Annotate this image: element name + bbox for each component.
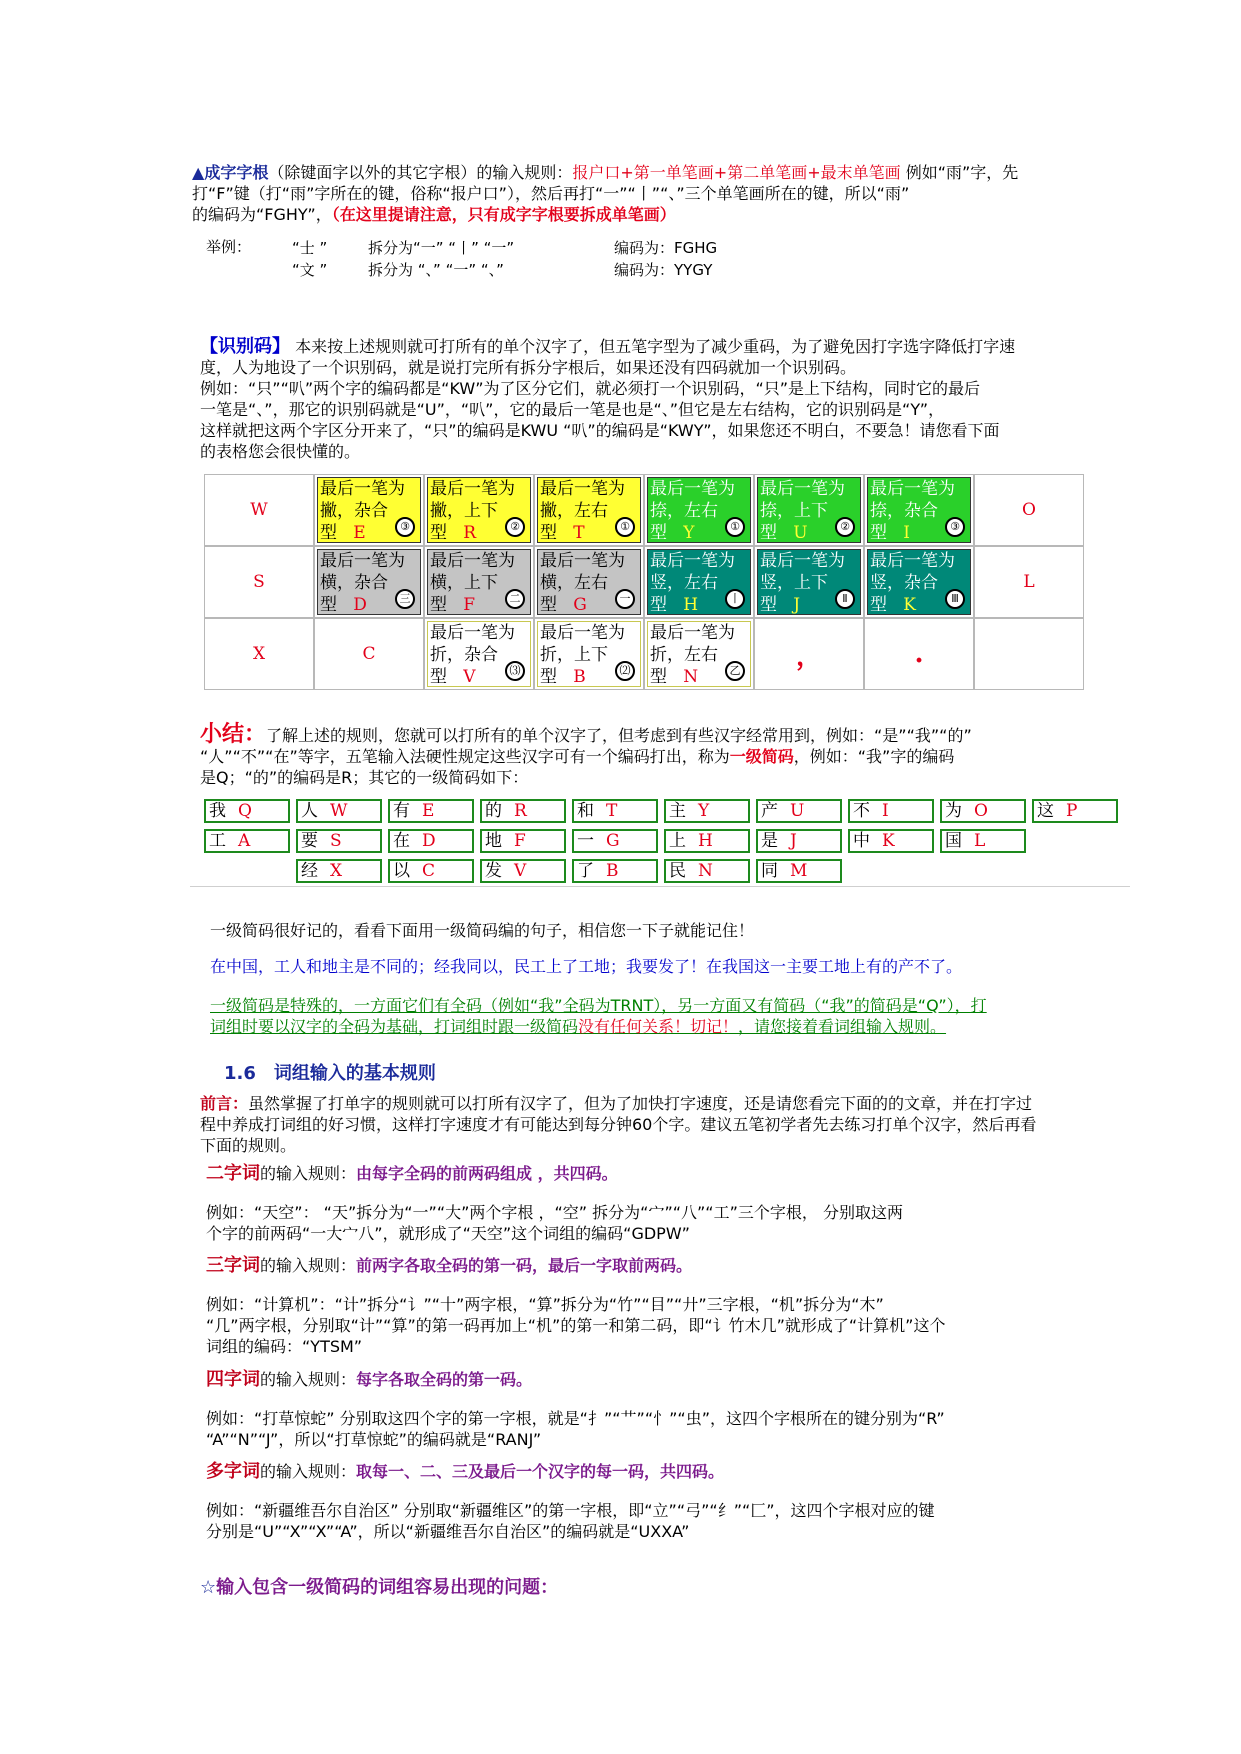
empty-cell [974, 618, 1084, 690]
stroke-symbol-icon: ② [505, 517, 525, 537]
table-row [204, 618, 1084, 690]
comma-cell: ， [754, 618, 864, 690]
two-char-rule: 二字词的输入规则：由每字全码的前两码组成 ，共四码。 [206, 1163, 618, 1184]
stroke-symbol-icon: 二 [505, 589, 525, 609]
stroke-symbol-icon: 三 [395, 589, 415, 609]
level1-cell: 要 S [296, 829, 382, 853]
id-cell: 最后一笔为 折，左右 型 N 乙 [644, 618, 754, 690]
example-label: 举例： [206, 238, 252, 256]
level1-cell: 以 C [388, 859, 474, 883]
level1-cell: 产 U [756, 799, 842, 823]
stroke-symbol-icon: 乙 [725, 661, 745, 681]
stroke-symbol-icon: ① [725, 517, 745, 537]
level1-cell: 经 X [296, 859, 382, 883]
summary-heading: 小结： [200, 722, 267, 747]
level1-cell: 人 W [296, 799, 382, 823]
stroke-symbol-icon: ③ [395, 517, 415, 537]
dot-cell: . [864, 618, 974, 690]
easy-remember-line: 一级简码很好记的，看看下面用一级简码编的句子，相信您一下子就能记住！ [210, 921, 755, 940]
id-cell: 最后一笔为 折，杂合 型 V ⑶ [424, 618, 534, 690]
stroke-symbol-icon: Ⅲ [945, 589, 965, 609]
star-icon: ☆ [200, 1577, 217, 1598]
section-heading: 1.6 词组输入的基本规则 [224, 1063, 436, 1084]
id-cell: 最后一笔为 横，上下 型 F 二 [424, 546, 534, 618]
example-2-code: 编码为：YYGY [614, 261, 713, 279]
example-1-code: 编码为：FGHG [614, 239, 718, 257]
divider [190, 886, 1130, 887]
row-key-right: L [974, 546, 1084, 618]
level1-cell: 国 L [940, 829, 1026, 853]
multi-char-rule: 多字词的输入规则：取每一、二、三及最后一个汉字的每一码，共四码。 [206, 1461, 725, 1482]
stroke-symbol-icon: ⑵ [615, 661, 635, 681]
example-2-char: “文 ” [292, 261, 328, 279]
three-char-rule: 三字词的输入规则：前两字各取全码的第一码，最后一字取前两码。 [206, 1255, 693, 1276]
row-key-left: X [204, 618, 314, 690]
level1-cell: 是 J [756, 829, 842, 853]
stroke-symbol-icon: ② [835, 517, 855, 537]
level1-cell: 了 B [572, 859, 658, 883]
level1-cell: 和 T [572, 799, 658, 823]
level1-cell: 在 D [388, 829, 474, 853]
problem-heading: ☆输入包含一级简码的词组容易出现的问题： [200, 1577, 559, 1598]
three-char-example: 例如：“计算机”：“计”拆分“讠”“十”两字根，“算”拆分为“竹”“目”“廾”三字根，“机”拆分为“木” “几”两字根，分别取“计”“算”的第一码再加上“机”的第一和第二码，即“讠竹木几”就形成了“计算机”这个 词组的编码：“YTSM” [206, 1295, 946, 1356]
id-cell: 最后一笔为 撇，上下 型 R ② [424, 474, 534, 546]
table-row [204, 474, 1084, 546]
id-cell: 最后一笔为 竖，左右 型 H 丨 [644, 546, 754, 618]
four-char-example: 例如：“打草惊蛇” 分别取这四个字的第一字根，就是“扌”“艹”“忄”“虫”，这四个字根所在的键分别为“R” “A”“N”“J”，所以“打草惊蛇”的编码就是“RANJ” [206, 1409, 945, 1449]
level1-code-table [204, 799, 1124, 889]
level1-cell: 发 V [480, 859, 566, 883]
level1-cell: 这 P [1032, 799, 1118, 823]
level1-cell: 主 Y [664, 799, 750, 823]
row-key-left: W [204, 474, 314, 546]
char-root-rule: ▲成字字根（除键面字以外的其它字根）的输入规则：报户口+第一单笔画+第二单笔画+最末单笔画 例如“雨”字，先 打“F”键（打“雨”字所在的键，俗称“报户口”），然后再打“一”“丨”“、”三个单笔画所在的键，所以“雨” 的编码为“FGHY”，（在这里提请注意，只有成字字根要拆成单笔画） [192, 163, 1019, 224]
level1-cell: 工 A [204, 829, 290, 853]
stroke-symbol-icon: Ⅱ [835, 589, 855, 609]
table-row [204, 546, 1084, 618]
stroke-symbol-icon: ① [615, 517, 635, 537]
example-1-split: 拆分为“一” “丨” “一” [368, 239, 515, 257]
level1-cell: 为 O [940, 799, 1026, 823]
id-code-heading: 【识别码】 [200, 336, 290, 357]
multi-char-example: 例如：“新疆维吾尔自治区” 分别取“新疆维区”的第一字根，即“立”“弓”“纟”“匚”，这四个字根对应的键 分别是“U”“X”“X”“A”，所以“新疆维吾尔自治区”的编码就是“UXXA” [206, 1501, 935, 1541]
id-code-paragraph: 【识别码】 本来按上述规则就可打所有的单个汉字了，但五笔字型为了减少重码，为了避免因打字选字降低打字速 度，人为地设了一个识别码，就是说打完所有拆分字根后，如果还没有四码就加一个识别码。 例如：“只”“叭”两个字的编码都是“KW”为了区分它们，就必须打一个识别码，“只”是上下结构，同时它的最后 一笔是“、”，那它的识别码就是“U”，“叭”，它的最后一笔是也是“、”但它是左右结构，它的识别码是“Y”， 这样就把这两个字区分开来了，“只”的编码是KWU “叭”的编码是“KWY”，如果您还不明白，不要急！请您看下面 的表格您会很快懂的。 [200, 336, 1016, 461]
level1-cell: 中 K [848, 829, 934, 853]
level1-cell: 的 R [480, 799, 566, 823]
stroke-symbol-icon: ③ [945, 517, 965, 537]
two-char-example: 例如：“天空”： “天”拆分为“一”“大”两个字根 ，“空” 拆分为“宀”“八”“工”三个字根， 分别取这两 个字的前两码“一大宀八”，就形成了“天空”这个词组的编码“GDPW” [206, 1203, 903, 1243]
id-cell: 最后一笔为 撇，杂合 型 E ③ [314, 474, 424, 546]
special-note: 一级简码是特殊的，一方面它们有全码（例如“我”全码为TRNT），另一方面又有简码（“我”的简码是“Q”），打 词组时要以汉字的全码为基础，打词组时跟一级简码没有任何关系！切记！，请您接着看词组输入规则。 [210, 996, 987, 1036]
example-sentence: 在中国，工人和地主是不同的；经我同以，民工上了工地；我要发了！在我国这一主要工地上有的产不了。 [210, 957, 963, 976]
id-cell: 最后一笔为 捺，左右 型 Y ① [644, 474, 754, 546]
triangle-icon: ▲ [192, 163, 205, 182]
level1-cell: 有 E [388, 799, 474, 823]
char-root-title: 成字字根 [204, 163, 269, 182]
preface-paragraph: 前言：虽然掌握了打单字的规则就可以打所有汉字了，但为了加快打字速度，还是请您看完下面的的文章，并在打字过 程中养成打词组的好习惯，这样打字速度才有可能达到每分钟60个字。建议五笔初学者先去练习打单个汉字，然后再看 下面的规则。 [200, 1094, 1037, 1155]
level1-cell: 不 I [848, 799, 934, 823]
level1-cell: 一 G [572, 829, 658, 853]
id-cell: 最后一笔为 竖，上下 型 J Ⅱ [754, 546, 864, 618]
row-key-right: O [974, 474, 1084, 546]
id-cell: 最后一笔为 竖，杂合 型 K Ⅲ [864, 546, 974, 618]
four-char-rule: 四字词的输入规则：每字各取全码的第一码。 [206, 1369, 533, 1390]
level1-cell: 地 F [480, 829, 566, 853]
id-cell: 最后一笔为 横，杂合 型 D 三 [314, 546, 424, 618]
row-key-c: C [314, 618, 424, 690]
row-key-left: S [204, 546, 314, 618]
stroke-symbol-icon: ⑶ [505, 661, 525, 681]
id-cell: 最后一笔为 捺，上下 型 U ② [754, 474, 864, 546]
example-2-split: 拆分为 “、” “一” “、” [368, 261, 504, 279]
level1-cell: 民 N [664, 859, 750, 883]
example-1-char: “士 ” [292, 239, 328, 257]
id-cell: 最后一笔为 横，左右 型 G 一 [534, 546, 644, 618]
id-cell: 最后一笔为 折，上下 型 B ⑵ [534, 618, 644, 690]
stroke-symbol-icon: 丨 [725, 589, 745, 609]
id-code-table [204, 474, 1084, 690]
level1-cell: 同 M [756, 859, 842, 883]
level1-cell: 上 H [664, 829, 750, 853]
id-cell: 最后一笔为 撇，左右 型 T ① [534, 474, 644, 546]
summary-paragraph: 小结：了解上述的规则，您就可以打所有的单个汉字了，但考虑到有些汉字经常用到，例如：“是”“我”“的” “人”“不”“在”等字，五笔输入法硬性规定这些汉字可有一个编码打出，称为一级简码，例如：“我”字的编码 是Q；“的”的编码是R；其它的一级简码如下： [200, 722, 972, 787]
id-cell: 最后一笔为 捺，杂合 型 I ③ [864, 474, 974, 546]
stroke-symbol-icon: 一 [615, 589, 635, 609]
level1-cell: 我 Q [204, 799, 290, 823]
